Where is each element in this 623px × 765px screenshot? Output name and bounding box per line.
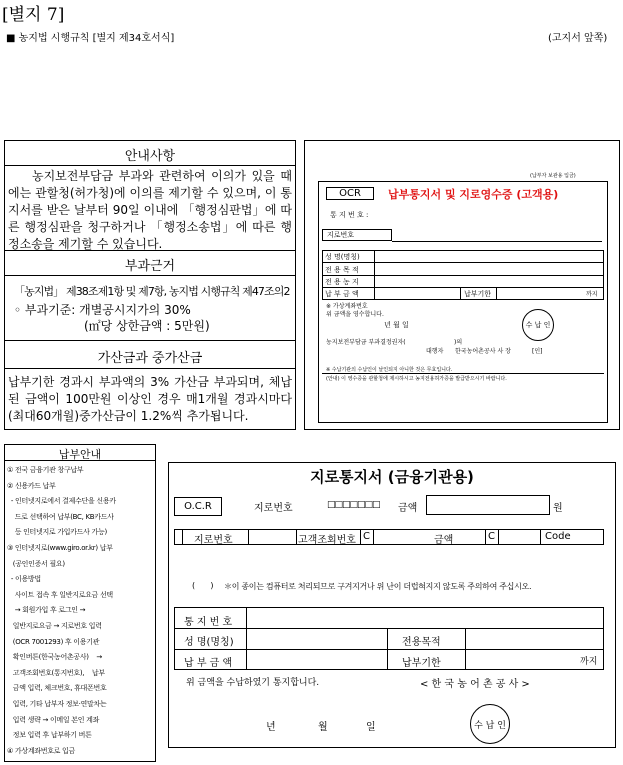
receipt-note1: ※ 가상계좌번호: [326, 303, 368, 310]
side-note: (고지서 앞쪽): [548, 33, 608, 44]
giro-stamp: 수 납 인: [470, 704, 510, 744]
giro-org: < 한 국 농 어 촌 공 사 >: [420, 679, 530, 690]
giro-notified: 위 금액을 수납하였기 통지합니다.: [186, 678, 320, 688]
guide-item: - 인터넷지로에서 결제수단을 신용카: [7, 497, 116, 506]
giro-amount-label: 금액: [398, 503, 418, 514]
basis-title: 부과근거: [124, 259, 176, 274]
guide-item: ③ 인터넷지로(www.giro.or.kr) 납부: [7, 543, 113, 552]
penalty-body: 납부기한 경과시 부과액의 3% 가산금 부과되며, 체납된 금액이 100만원 이상인 경우 매1개월 경과시마다(최대60개월)중가산금이 1.2%씩 추가됩니다.: [8, 375, 292, 423]
guide-item: ① 전국 금융기관 창구납부: [7, 466, 84, 474]
penalty-title: 가산금과 중가산금: [97, 351, 203, 366]
giro-col-customer-no: 고객조회번호: [298, 535, 356, 546]
giro-date-year: 년: [266, 722, 276, 733]
receipt-purpose: 전 용 목 적: [325, 266, 359, 274]
basis-rate: ◦ 부과기준: 개별공시지가의 30%: [14, 303, 191, 317]
guide-item: (OCR 7001293) 후 이용기관: [7, 637, 100, 646]
receipt-foot2: (안내) 이 영수증을 관할청에 제시하시고 농지전용허가증을 발급받으시기 바랍니다.: [326, 376, 507, 382]
giro-purpose: 전용목적: [402, 637, 441, 648]
guide-item: ④ 가상계좌번호로 입금: [7, 746, 75, 755]
giro-notice-no: 통 지 번 호: [184, 617, 233, 628]
guide-item: 확인버튼(한국농어촌공사) →: [7, 653, 102, 662]
receipt-ocr: OCR: [326, 187, 374, 200]
giro-due: 납부기한: [402, 658, 441, 669]
giro-col-check1: C: [363, 531, 370, 542]
receipt-giro-no: 지로번호: [322, 229, 392, 241]
giro-warning: ＊이 종이는 컴퓨터로 처리되므로 구겨지거나 위 난이 더럽혀지지 않도록 주의하여 주십시오.: [224, 582, 532, 591]
notice-title: 안내사항: [124, 149, 176, 164]
receipt-keep-note: (납부자 보관용 입금): [530, 173, 576, 179]
receipt-amount: 납 부 금 액: [325, 290, 359, 298]
notice-body: 농지보전부담금 부과와 관련하여 이의가 있을 때에는 관할청(허가청)에 이의를 제기할 수 있으며, 이 통지서를 받은 날부터 90일 이내에 「행정심판법」에 따른 행정심판을 청구하거나 「행정소송법」에 따른 행정소송을 제기할 수 있습니다.: [8, 169, 292, 251]
giro-ocr: O.C.R: [174, 497, 222, 516]
guide-item: ② 신용카드 납부: [7, 481, 56, 490]
basis-law: 「농지법」 제38조제1항 및 제7항, 농지법 시행규칙 제47조의2: [14, 285, 290, 298]
receipt-agent-name: 한국농어촌공사 사 장: [455, 348, 511, 355]
receipt-notice-no: 통 지 번 호 :: [330, 211, 369, 219]
receipt-due: 납부기한: [464, 290, 492, 298]
guide-item: 고객조회번호(통지번호), 납부: [7, 668, 105, 677]
giro-title: 지로통지서 (금융기관용): [310, 468, 474, 486]
receipt-date: 년 월 일: [384, 321, 409, 329]
giro-until: 까지: [580, 657, 598, 667]
receipt-land: 전 용 농 지: [325, 278, 359, 286]
guide-list: [7, 463, 155, 759]
giro-date-month: 월: [318, 722, 328, 733]
guide-item: 일반지로요금 → 지로번호 입력: [7, 621, 102, 630]
guide-item: - 이용방법: [7, 575, 41, 584]
guide-item: 정보 입력 후 납부하기 버튼: [7, 731, 92, 740]
receipt-name: 성 명(명칭): [325, 253, 360, 261]
giro-col-check2: C: [488, 531, 495, 542]
receipt-collector-end: )의: [454, 339, 463, 346]
receipt-seal: [인]: [532, 348, 543, 355]
giro-warning-paren: ( ): [192, 581, 214, 590]
giro-col-amount: 금액: [434, 535, 454, 546]
giro-col-giro-no: 지로번호: [194, 535, 233, 546]
guide-item: → 회원가입 후 로그인 →: [7, 606, 86, 615]
guide-item: (공인인증서 필요): [7, 559, 65, 568]
annex-label: [별지 7]: [2, 5, 65, 25]
giro-no-label: 지로번호: [254, 503, 293, 514]
guide-item: 입력, 기타 납부자 정보·연말차는: [7, 699, 107, 708]
guide-title: 납부안내: [58, 448, 102, 461]
receipt-note2: 위 금액을 영수합니다.: [326, 311, 384, 318]
giro-won: 원: [553, 503, 563, 514]
receipt-agent-label: 대행자: [426, 348, 444, 355]
guide-item: 드로 선택하여 납부(BC, KB카드사: [7, 512, 114, 521]
receipt-until: 까지: [586, 291, 598, 298]
guide-item: 등 인터넷지로 가입카드사 가능): [7, 528, 107, 537]
giro-col-code: Code: [545, 531, 571, 542]
guide-item: 사이트 접속 후 일반지로요금 선택: [7, 590, 113, 599]
basis-cap: (㎡당 상한금액 : 5만원): [84, 319, 210, 333]
giro-amount: 납 부 금 액: [184, 658, 233, 669]
receipt-foot1: ※ 수납기관의 수납인이 날인되지 아니한 것은 무효입니다.: [326, 367, 453, 373]
giro-info-table: [174, 607, 604, 670]
giro-amount-field: [426, 495, 550, 515]
giro-no-value: □□□□□□□: [327, 500, 380, 510]
guide-item: 입력 생략 → 이메일 본인 계좌: [7, 715, 100, 724]
receipt-stamp: 수 납 인: [522, 309, 554, 341]
receipt-collector: 농지보전부담금 부과결정권자(: [326, 339, 406, 346]
form-reference: ■ 농지법 시행규칙 [별지 제34호서식]: [6, 33, 175, 44]
receipt-title: 납부통지서 및 지로영수증 (고객용): [388, 188, 559, 201]
giro-date-day: 일: [366, 722, 376, 733]
guide-item: 금액 입력, 체크번호, 휴대폰번호: [7, 684, 107, 693]
giro-name: 성 명(명칭): [184, 637, 234, 648]
